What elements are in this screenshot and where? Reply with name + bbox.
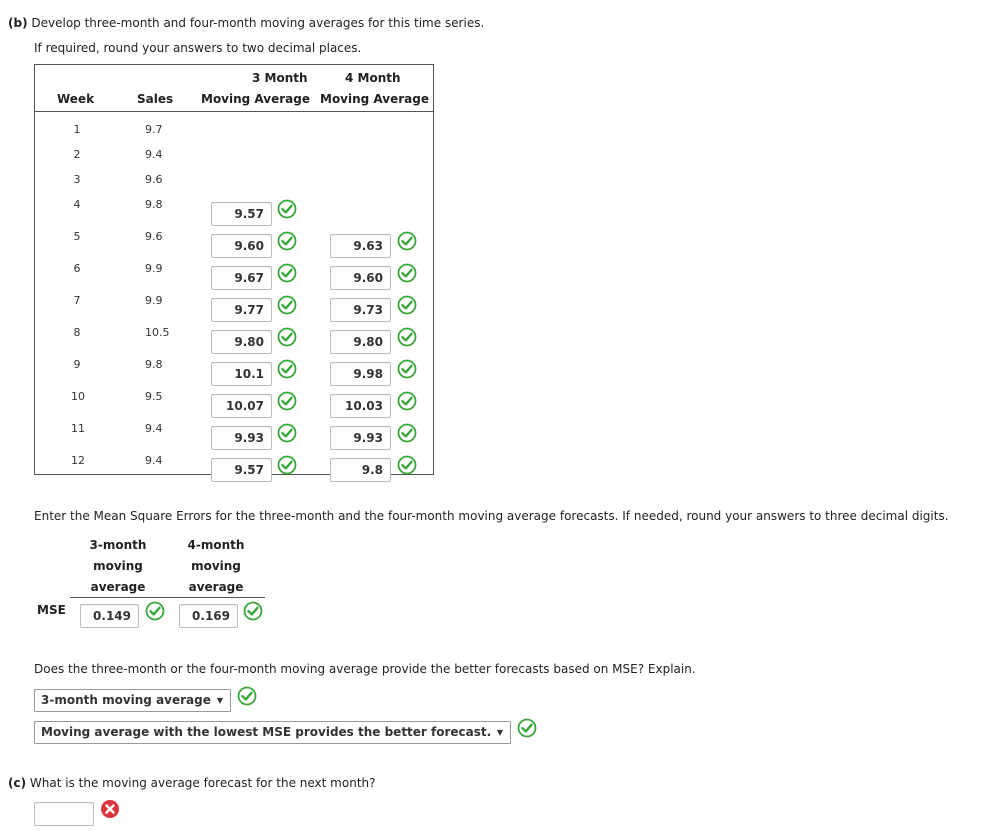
week-cell: 1 [73, 123, 81, 136]
sales-cell: 9.7 [145, 123, 163, 136]
week-cell: 8 [73, 326, 81, 339]
check-icon [277, 295, 297, 315]
mse-header-3month-line2: moving [93, 559, 143, 573]
week-cell: 10 [71, 390, 85, 403]
mse-3month-input[interactable]: 0.149 [80, 604, 139, 628]
week-cell: 7 [73, 294, 81, 307]
mse-header-4month-line3: average [188, 580, 244, 594]
mse-header-4month-line2: moving [191, 559, 241, 573]
mse-header-4month [186, 535, 246, 598]
check-icon [397, 391, 417, 411]
mse-row-label: MSE [37, 603, 66, 617]
check-icon [277, 391, 297, 411]
mse-prompt: Enter the Mean Square Errors for the three-month and the four-month moving average forecasts. If needed, round your answers to three decimal digits. [34, 509, 949, 523]
week-cell: 5 [73, 230, 81, 243]
ma3-input[interactable]: 9.57 [211, 458, 272, 482]
check-icon [397, 455, 417, 475]
header-4month-bottom: Moving Average [320, 92, 429, 106]
sales-cell: 9.6 [145, 173, 163, 186]
incorrect-icon [100, 799, 120, 819]
header-divider [35, 111, 433, 112]
header-week: Week [57, 92, 95, 106]
part-b-question: Develop three-month and four-month moving averages for this time series. [31, 16, 485, 30]
forecast-input[interactable] [34, 802, 94, 826]
part-b-instruction: If required, round your answers to two decimal places. [34, 41, 362, 55]
better-select-1-value: 3-month moving average [41, 693, 211, 707]
mse-header-3month-line3: average [90, 580, 146, 594]
week-cell: 2 [73, 148, 81, 161]
ma4-input[interactable]: 9.73 [330, 298, 391, 322]
sales-cell: 9.5 [145, 390, 163, 403]
better-select-2[interactable] [34, 721, 511, 744]
week-cell: 6 [73, 262, 81, 275]
week-cell: 3 [73, 173, 81, 186]
sales-cell: 9.8 [145, 198, 163, 211]
check-icon [237, 686, 257, 706]
better-question: Does the three-month or the four-month moving average provide the better forecasts based on MSE? Explain. [34, 662, 696, 676]
part-b-heading [8, 16, 484, 30]
week-cell: 4 [73, 198, 81, 211]
ma4-input[interactable]: 9.8 [330, 458, 391, 482]
ma3-input[interactable]: 9.93 [211, 426, 272, 450]
ma4-input[interactable]: 9.93 [330, 426, 391, 450]
sales-cell: 9.9 [145, 262, 163, 275]
sales-cell: 9.4 [145, 148, 163, 161]
ma3-input[interactable]: 10.07 [211, 394, 272, 418]
mse-header-3month-line1: 3-month [89, 538, 147, 552]
ma3-input[interactable]: 9.60 [211, 234, 272, 258]
sales-cell: 10.5 [145, 326, 170, 339]
header-sales: Sales [137, 92, 174, 106]
ma3-input[interactable]: 9.80 [211, 330, 272, 354]
week-cell: 11 [71, 422, 85, 435]
header-3month-bottom: Moving Average [201, 92, 310, 106]
check-icon [145, 601, 165, 621]
check-icon [277, 423, 297, 443]
check-icon [517, 718, 537, 738]
sales-cell: 9.8 [145, 358, 163, 371]
part-c-question: What is the moving average forecast for the next month? [29, 776, 376, 790]
check-icon [277, 199, 297, 219]
sales-cell: 9.4 [145, 422, 163, 435]
sales-cell: 9.4 [145, 454, 163, 467]
ma4-input[interactable]: 9.63 [330, 234, 391, 258]
check-icon [397, 231, 417, 251]
mse-header-divider [70, 597, 265, 598]
week-cell: 9 [73, 358, 81, 371]
dropdown-arrow-icon: ▼ [496, 728, 503, 737]
sales-cell: 9.9 [145, 294, 163, 307]
check-icon [243, 601, 263, 621]
check-icon [397, 327, 417, 347]
week-cell: 12 [71, 454, 85, 467]
check-icon [277, 327, 297, 347]
mse-header-4month-line1: 4-month [187, 538, 245, 552]
ma4-input[interactable]: 9.60 [330, 266, 391, 290]
check-icon [277, 359, 297, 379]
part-b-label: (b) [8, 16, 28, 30]
sales-cell: 9.6 [145, 230, 163, 243]
better-select-2-value: Moving average with the lowest MSE provides the better forecast. [41, 725, 492, 739]
check-icon [277, 231, 297, 251]
check-icon [397, 423, 417, 443]
header-4month-top: 4 Month [345, 71, 401, 85]
ma3-input[interactable]: 9.67 [211, 266, 272, 290]
check-icon [397, 295, 417, 315]
mse-header-3month [88, 535, 148, 598]
check-icon [277, 455, 297, 475]
ma4-input[interactable]: 9.98 [330, 362, 391, 386]
check-icon [397, 263, 417, 283]
ma3-input[interactable]: 9.57 [211, 202, 272, 226]
dropdown-arrow-icon: ▼ [216, 696, 223, 705]
ma3-input[interactable]: 10.1 [211, 362, 272, 386]
mse-4month-input[interactable]: 0.169 [179, 604, 238, 628]
part-c-heading [8, 776, 376, 790]
check-icon [397, 359, 417, 379]
ma4-input[interactable]: 10.03 [330, 394, 391, 418]
ma4-input[interactable]: 9.80 [330, 330, 391, 354]
check-icon [277, 263, 297, 283]
moving-average-table [34, 64, 434, 475]
ma3-input[interactable]: 9.77 [211, 298, 272, 322]
better-select-1[interactable] [34, 689, 231, 712]
header-3month-top: 3 Month [252, 71, 308, 85]
part-c-label: (c) [8, 776, 27, 790]
